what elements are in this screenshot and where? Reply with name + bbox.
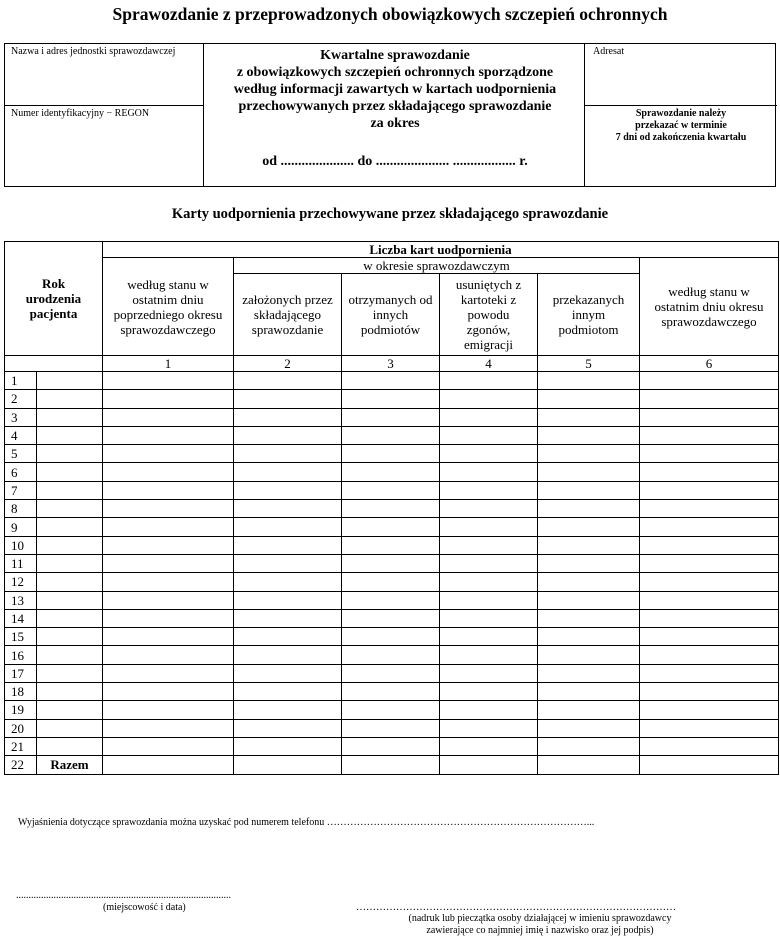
birth-year-cell[interactable]: [37, 609, 103, 627]
count-cell[interactable]: [342, 628, 440, 646]
count-cell[interactable]: [103, 609, 234, 627]
immunization-cards-table: [4, 241, 779, 775]
count-cell[interactable]: [440, 573, 538, 591]
deadline-line: przekazać w terminie: [635, 120, 727, 131]
count-cell[interactable]: [342, 536, 440, 554]
row-number: 8: [5, 500, 37, 518]
count-cell[interactable]: [234, 463, 342, 481]
count-cell[interactable]: [342, 683, 440, 701]
header-hline-right: [584, 105, 777, 106]
count-cell[interactable]: [440, 554, 538, 572]
row-number: 13: [5, 591, 37, 609]
count-cell[interactable]: [234, 701, 342, 719]
count-cell[interactable]: [440, 445, 538, 463]
count-cell[interactable]: [440, 426, 538, 444]
section-title: Karty uodpornienia przechowywane przez składającego sprawozdanie: [171, 206, 609, 222]
birth-year-cell[interactable]: [37, 683, 103, 701]
row-number: 17: [5, 664, 37, 682]
count-cell[interactable]: [538, 536, 640, 554]
table-row: [5, 500, 779, 518]
place-date-label: (miejscowość i data): [103, 902, 186, 913]
count-cell[interactable]: [103, 463, 234, 481]
row-number: 12: [5, 573, 37, 591]
count-cell[interactable]: [342, 737, 440, 755]
birth-year-cell[interactable]: [37, 646, 103, 664]
table-row: [5, 445, 779, 463]
table-row: [5, 756, 779, 774]
table-row: [5, 591, 779, 609]
table-row: [5, 481, 779, 499]
count-cell[interactable]: [234, 737, 342, 755]
count-cell[interactable]: [640, 463, 779, 481]
count-cell[interactable]: [440, 646, 538, 664]
deadline-line: 7 dni od zakończenia kwartału: [615, 132, 747, 143]
count-cell[interactable]: [440, 372, 538, 390]
count-cell[interactable]: [538, 646, 640, 664]
count-cell[interactable]: [103, 701, 234, 719]
birth-year-cell[interactable]: [37, 719, 103, 737]
count-cell[interactable]: [440, 664, 538, 682]
count-cell[interactable]: [103, 756, 234, 774]
birth-year-cell[interactable]: [37, 481, 103, 499]
table-row: [5, 609, 779, 627]
count-cell[interactable]: [440, 390, 538, 408]
count-cell[interactable]: [538, 500, 640, 518]
report-line: według informacji zawartych w kartach uodpornienia: [233, 82, 557, 97]
count-cell[interactable]: [640, 372, 779, 390]
birth-year-cell[interactable]: [37, 408, 103, 426]
count-cell[interactable]: [640, 426, 779, 444]
row-number: 3: [5, 408, 37, 426]
column-number-blank: [5, 356, 103, 372]
count-cell[interactable]: [440, 719, 538, 737]
count-cell[interactable]: [538, 463, 640, 481]
count-cell[interactable]: [440, 463, 538, 481]
count-cell[interactable]: [342, 756, 440, 774]
row-number: 22: [5, 756, 37, 774]
count-cell[interactable]: [538, 719, 640, 737]
count-cell[interactable]: [538, 664, 640, 682]
count-cell[interactable]: [538, 737, 640, 755]
count-cell[interactable]: [640, 390, 779, 408]
total-label: Razem: [37, 756, 103, 774]
count-cell[interactable]: [342, 609, 440, 627]
table-row: [5, 664, 779, 682]
count-cell[interactable]: [538, 426, 640, 444]
birth-year-cell[interactable]: [37, 372, 103, 390]
period-subheader: w okresie sprawozdawczym: [234, 258, 640, 274]
count-cell[interactable]: [640, 756, 779, 774]
birth-year-cell[interactable]: [37, 701, 103, 719]
header-hline-left: [5, 105, 203, 106]
count-cell[interactable]: [640, 701, 779, 719]
table-row: [5, 573, 779, 591]
count-cell[interactable]: [538, 481, 640, 499]
count-cell[interactable]: [538, 445, 640, 463]
report-line: za okres: [370, 116, 420, 131]
count-cell[interactable]: [538, 408, 640, 426]
count-cell[interactable]: [342, 573, 440, 591]
row-number: 19: [5, 701, 37, 719]
addressee-label: Adresat: [593, 46, 625, 57]
count-cell[interactable]: [342, 701, 440, 719]
column-number: 2: [234, 356, 342, 372]
column-header-3: otrzymanych od innych podmiotów: [342, 274, 440, 356]
count-cell[interactable]: [234, 664, 342, 682]
birth-year-cell[interactable]: [37, 737, 103, 755]
row-number: 5: [5, 445, 37, 463]
row-number: 20: [5, 719, 37, 737]
count-cell[interactable]: [640, 683, 779, 701]
place-date-field[interactable]: ......................................................................................: [16, 890, 231, 901]
count-cell[interactable]: [342, 372, 440, 390]
count-cell[interactable]: [440, 756, 538, 774]
page-title: Sprawozdanie z przeprowadzonych obowiązkowych szczepień ochronnych: [112, 4, 668, 24]
count-cell[interactable]: [538, 573, 640, 591]
count-cell[interactable]: [103, 646, 234, 664]
deadline-line: Sprawozdanie należy: [635, 108, 727, 119]
birth-year-cell[interactable]: [37, 554, 103, 572]
table-row: [5, 463, 779, 481]
count-cell[interactable]: [440, 737, 538, 755]
count-cell[interactable]: [342, 390, 440, 408]
count-cell[interactable]: [234, 719, 342, 737]
signature-field[interactable]: ……………………………………………………………………………………: [356, 902, 676, 913]
count-cell[interactable]: [234, 756, 342, 774]
count-cell[interactable]: [342, 500, 440, 518]
count-cell[interactable]: [440, 591, 538, 609]
count-cell[interactable]: [103, 536, 234, 554]
table-row: [5, 408, 779, 426]
column-number: 3: [342, 356, 440, 372]
table-row: [5, 628, 779, 646]
deadline-note: [585, 108, 777, 144]
signature-label-line: zawierające co najmniej imię i nazwisko oraz jej podpis): [426, 925, 654, 936]
count-cell[interactable]: [103, 500, 234, 518]
table-row: [5, 390, 779, 408]
row-number: 9: [5, 518, 37, 536]
table-row: [5, 701, 779, 719]
count-cell[interactable]: [538, 591, 640, 609]
column-header-5: przekazanych innym podmiotom: [538, 274, 640, 356]
count-cell[interactable]: [234, 408, 342, 426]
birth-year-cell[interactable]: [37, 390, 103, 408]
column-header-2: założonych przez składającego sprawozdanie: [234, 274, 342, 356]
count-cell[interactable]: [234, 500, 342, 518]
count-cell[interactable]: [234, 573, 342, 591]
unit-name-label: Nazwa i adres jednostki sprawozdawczej: [11, 46, 176, 57]
count-cell[interactable]: [234, 518, 342, 536]
count-cell[interactable]: [640, 664, 779, 682]
count-cell[interactable]: [640, 719, 779, 737]
count-cell[interactable]: [640, 445, 779, 463]
count-cell[interactable]: [640, 554, 779, 572]
count-cell[interactable]: [640, 609, 779, 627]
signature-label: [360, 913, 720, 937]
table-row: [5, 426, 779, 444]
report-line: przechowywanych przez składającego sprawozdanie: [238, 99, 552, 114]
count-cell[interactable]: [640, 646, 779, 664]
count-cell[interactable]: [342, 719, 440, 737]
count-cell[interactable]: [342, 554, 440, 572]
count-cell[interactable]: [103, 591, 234, 609]
table-row: [5, 646, 779, 664]
count-cell[interactable]: [640, 518, 779, 536]
card-count-header: Liczba kart uodpornienia: [103, 242, 779, 258]
count-cell[interactable]: [342, 518, 440, 536]
count-cell[interactable]: [234, 390, 342, 408]
count-cell[interactable]: [640, 573, 779, 591]
column-number: 5: [538, 356, 640, 372]
column-number: 1: [103, 356, 234, 372]
count-cell[interactable]: [440, 701, 538, 719]
count-cell[interactable]: [234, 609, 342, 627]
count-cell[interactable]: [538, 518, 640, 536]
count-cell[interactable]: [342, 426, 440, 444]
birth-year-cell[interactable]: [37, 518, 103, 536]
count-cell[interactable]: [342, 463, 440, 481]
birth-year-cell[interactable]: [37, 463, 103, 481]
count-cell[interactable]: [538, 628, 640, 646]
count-cell[interactable]: [640, 481, 779, 499]
column-header-4: usuniętych z kartoteki z powodu zgonów, emigracji: [440, 274, 538, 356]
count-cell[interactable]: [538, 609, 640, 627]
count-cell[interactable]: [342, 408, 440, 426]
count-cell[interactable]: [440, 683, 538, 701]
count-cell[interactable]: [440, 408, 538, 426]
row-number: 7: [5, 481, 37, 499]
count-cell[interactable]: [640, 536, 779, 554]
count-cell[interactable]: [234, 683, 342, 701]
count-cell[interactable]: [538, 554, 640, 572]
table-row: [5, 683, 779, 701]
row-number: 18: [5, 683, 37, 701]
phone-info: Wyjaśnienia dotyczące sprawozdania można uzyskać pod numerem telefonu ……………………………………………………………………...: [18, 817, 595, 828]
count-cell[interactable]: [103, 554, 234, 572]
count-cell[interactable]: [103, 372, 234, 390]
report-header-box: [4, 43, 776, 187]
table-row: [5, 518, 779, 536]
table-row: [5, 737, 779, 755]
count-cell[interactable]: [640, 628, 779, 646]
count-cell[interactable]: [440, 628, 538, 646]
count-cell[interactable]: [342, 664, 440, 682]
birth-year-cell[interactable]: [37, 536, 103, 554]
report-line: Kwartalne sprawozdanie: [320, 48, 470, 63]
regon-label: Numer identyfikacyjny − REGON: [11, 108, 150, 119]
count-cell[interactable]: [234, 536, 342, 554]
count-cell[interactable]: [103, 664, 234, 682]
birth-year-cell[interactable]: [37, 426, 103, 444]
count-cell[interactable]: [440, 609, 538, 627]
count-cell[interactable]: [640, 408, 779, 426]
table-row: [5, 372, 779, 390]
count-cell[interactable]: [342, 481, 440, 499]
row-number: 21: [5, 737, 37, 755]
count-cell[interactable]: [538, 756, 640, 774]
count-cell[interactable]: [103, 390, 234, 408]
row-number: 11: [5, 554, 37, 572]
count-cell[interactable]: [234, 554, 342, 572]
row-number: 2: [5, 390, 37, 408]
count-cell[interactable]: [538, 701, 640, 719]
count-cell[interactable]: [440, 481, 538, 499]
row-number: 10: [5, 536, 37, 554]
count-cell[interactable]: [538, 683, 640, 701]
count-cell[interactable]: [103, 737, 234, 755]
period-line: od ..................... do ..................... .................. r.: [262, 154, 528, 169]
count-cell[interactable]: [538, 390, 640, 408]
count-cell[interactable]: [234, 445, 342, 463]
header-divider-left: [203, 44, 204, 186]
birth-year-cell[interactable]: [37, 664, 103, 682]
column-number: 6: [640, 356, 779, 372]
count-cell[interactable]: [234, 426, 342, 444]
count-cell[interactable]: [234, 646, 342, 664]
count-cell[interactable]: [342, 591, 440, 609]
column-header-6: według stanu w ostatnim dniu okresu sprawozdawczego: [640, 258, 779, 356]
count-cell[interactable]: [103, 408, 234, 426]
count-cell[interactable]: [440, 500, 538, 518]
birth-year-header: Rok urodzenia pacjenta: [5, 242, 103, 356]
row-number: 14: [5, 609, 37, 627]
row-number: 1: [5, 372, 37, 390]
table-row: [5, 719, 779, 737]
count-cell[interactable]: [640, 737, 779, 755]
count-cell[interactable]: [103, 628, 234, 646]
report-description: [205, 47, 585, 132]
count-cell[interactable]: [103, 518, 234, 536]
row-number: 4: [5, 426, 37, 444]
count-cell[interactable]: [234, 628, 342, 646]
table-body: [5, 372, 779, 775]
count-cell[interactable]: [103, 426, 234, 444]
birth-year-cell[interactable]: [37, 628, 103, 646]
count-cell[interactable]: [234, 372, 342, 390]
count-cell[interactable]: [440, 536, 538, 554]
count-cell[interactable]: [103, 573, 234, 591]
birth-year-cell[interactable]: [37, 500, 103, 518]
count-cell[interactable]: [103, 445, 234, 463]
count-cell[interactable]: [538, 372, 640, 390]
count-cell[interactable]: [640, 591, 779, 609]
table-row: [5, 554, 779, 572]
count-cell[interactable]: [103, 481, 234, 499]
birth-year-cell[interactable]: [37, 445, 103, 463]
count-cell[interactable]: [103, 683, 234, 701]
count-cell[interactable]: [103, 719, 234, 737]
row-number: 16: [5, 646, 37, 664]
count-cell[interactable]: [234, 591, 342, 609]
birth-year-cell[interactable]: [37, 573, 103, 591]
report-line: z obowiązkowych szczepień ochronnych sporządzone: [236, 65, 554, 80]
column-header-1: według stanu w ostatnim dniu poprzedniego okresu sprawozdawczego: [103, 258, 234, 356]
row-number: 6: [5, 463, 37, 481]
count-cell[interactable]: [440, 518, 538, 536]
count-cell[interactable]: [342, 646, 440, 664]
count-cell[interactable]: [342, 445, 440, 463]
row-number: 15: [5, 628, 37, 646]
column-number: 4: [440, 356, 538, 372]
signature-label-line: (nadruk lub pieczątka osoby działającej w imieniu sprawozdawcy: [408, 913, 672, 924]
count-cell[interactable]: [640, 500, 779, 518]
birth-year-cell[interactable]: [37, 591, 103, 609]
table-row: [5, 536, 779, 554]
count-cell[interactable]: [234, 481, 342, 499]
